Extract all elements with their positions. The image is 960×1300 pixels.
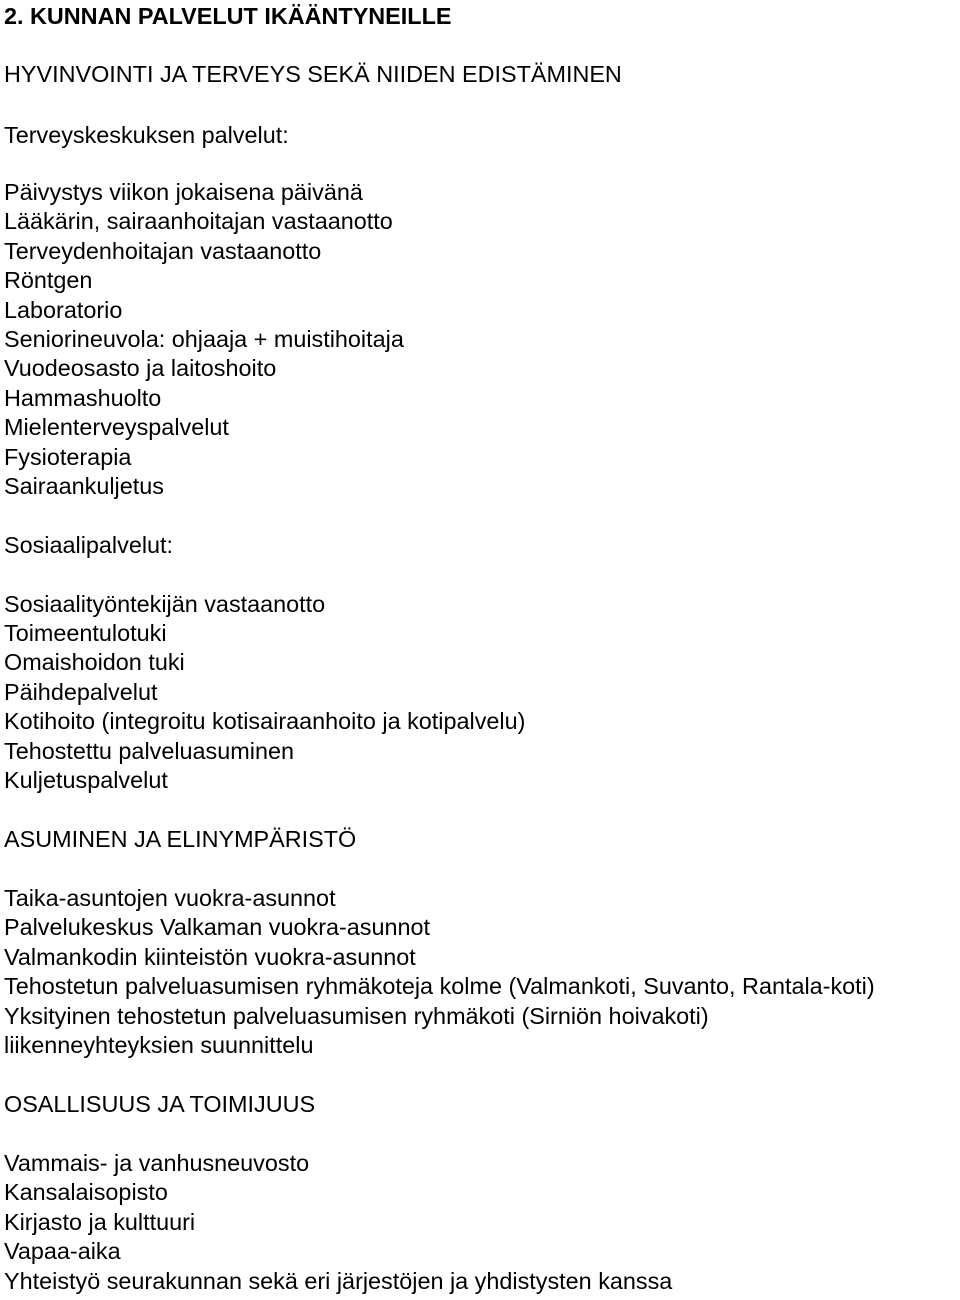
social-service-item: Kotihoito (integroitu kotisairaanhoito ja kotipalvelu) bbox=[4, 708, 526, 734]
document-title: 2. KUNNAN PALVELUT IKÄÄNTYNEILLE bbox=[4, 3, 452, 29]
social-service-item: Päihdepalvelut bbox=[4, 679, 158, 705]
section-heading-participation: OSALLISUUS JA TOIMIJUUS bbox=[4, 1091, 316, 1117]
health-service-item: Laboratorio bbox=[4, 297, 123, 323]
health-service-item: Lääkärin, sairaanhoitajan vastaanotto bbox=[4, 208, 393, 234]
health-service-item: Hammashuolto bbox=[4, 385, 162, 411]
health-service-item: Terveydenhoitajan vastaanotto bbox=[4, 238, 322, 264]
social-service-item: Tehostettu palveluasuminen bbox=[4, 738, 294, 764]
participation-item: Vapaa-aika bbox=[4, 1238, 121, 1264]
housing-item: Taika-asuntojen vuokra-asunnot bbox=[4, 885, 336, 911]
participation-item: Yhteistyö seurakunnan sekä eri järjestöjen ja yhdistysten kanssa bbox=[4, 1268, 673, 1294]
health-service-item: Päivystys viikon jokaisena päivänä bbox=[4, 179, 363, 205]
health-service-item: Röntgen bbox=[4, 267, 93, 293]
housing-item: liikenneyhteyksien suunnittelu bbox=[4, 1032, 314, 1058]
health-service-item: Seniorineuvola: ohjaaja + muistihoitaja bbox=[4, 326, 404, 352]
participation-item: Vammais- ja vanhusneuvosto bbox=[4, 1150, 310, 1176]
health-service-item: Sairaankuljetus bbox=[4, 473, 164, 499]
health-service-item: Fysioterapia bbox=[4, 444, 132, 470]
section-heading-housing: ASUMINEN JA ELINYMPÄRISTÖ bbox=[4, 826, 357, 852]
housing-item: Tehostetun palveluasumisen ryhmäkoteja kolme (Valmankoti, Suvanto, Rantala-koti) bbox=[4, 973, 875, 999]
social-services-heading: Sosiaalipalvelut: bbox=[4, 532, 174, 558]
social-service-item: Kuljetuspalvelut bbox=[4, 767, 168, 793]
participation-item: Kansalaisopisto bbox=[4, 1179, 168, 1205]
health-service-item: Mielenterveyspalvelut bbox=[4, 414, 229, 440]
housing-item: Yksityinen tehostetun palveluasumisen ryhmäkoti (Sirniön hoivakoti) bbox=[4, 1003, 709, 1029]
housing-item: Palvelukeskus Valkaman vuokra-asunnot bbox=[4, 914, 431, 940]
social-service-item: Sosiaalityöntekijän vastaanotto bbox=[4, 591, 326, 617]
section-heading-wellbeing: HYVINVOINTI JA TERVEYS SEKÄ NIIDEN EDISTÄMINEN bbox=[4, 61, 622, 87]
health-service-item: Vuodeosasto ja laitoshoito bbox=[4, 355, 277, 381]
housing-item: Valmankodin kiinteistön vuokra-asunnot bbox=[4, 944, 416, 970]
health-services-heading: Terveyskeskuksen palvelut: bbox=[4, 122, 289, 148]
social-service-item: Toimeentulotuki bbox=[4, 620, 167, 646]
participation-item: Kirjasto ja kulttuuri bbox=[4, 1209, 196, 1235]
social-service-item: Omaishoidon tuki bbox=[4, 649, 185, 675]
